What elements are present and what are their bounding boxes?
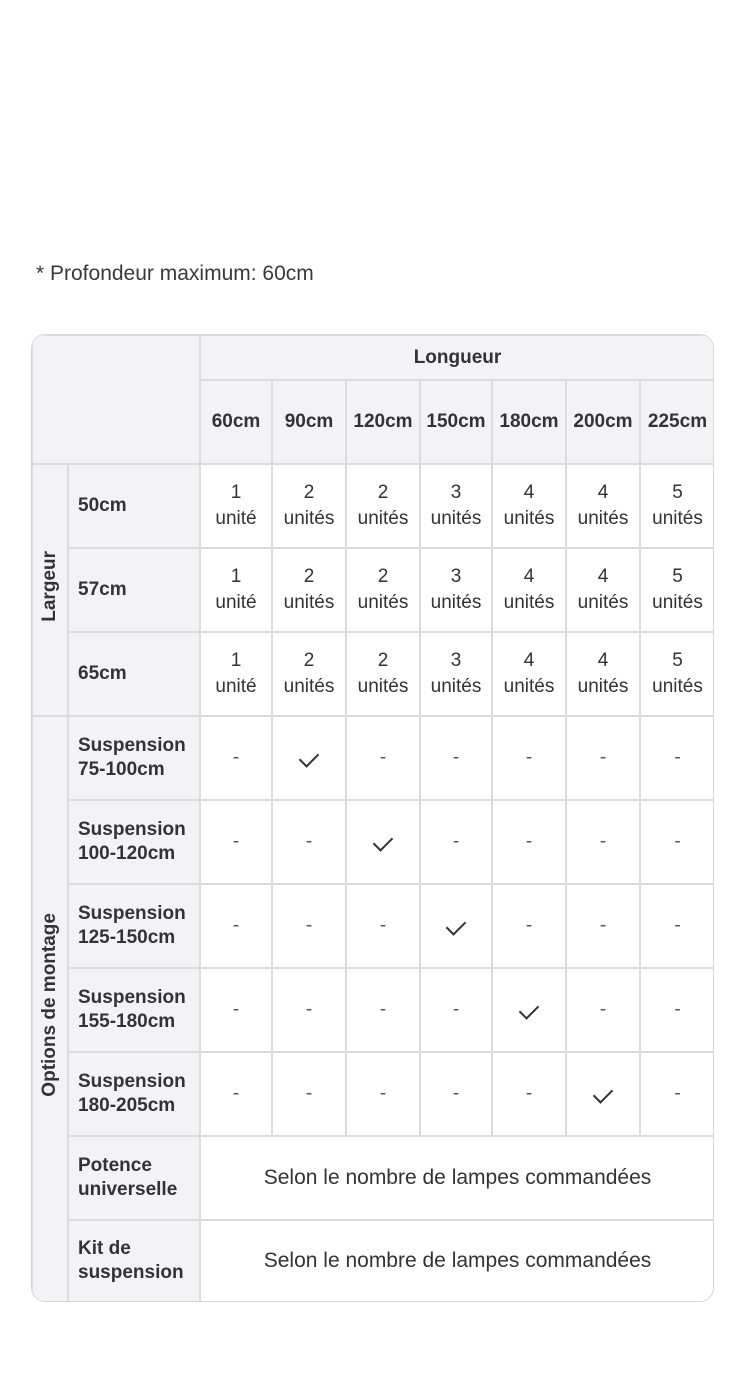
row-label-line2: 155-180cm: [78, 1011, 176, 1032]
row-label-line1: Suspension: [78, 819, 186, 840]
spec-table: [31, 334, 714, 1302]
unit-cell: [272, 632, 346, 716]
dash-mark: -: [305, 915, 313, 936]
unit-count: 1: [230, 566, 242, 587]
unit-word: unités: [652, 676, 703, 697]
unit-count: 2: [303, 482, 315, 503]
check-icon: [373, 831, 394, 852]
unit-word: unités: [503, 676, 555, 697]
dash-mark: -: [232, 915, 240, 936]
table-row: [32, 1136, 714, 1220]
dash-mark: -: [232, 1083, 240, 1104]
column-header: 120cm: [346, 380, 420, 464]
column-header: 150cm: [420, 380, 492, 464]
extra-note-cell: Selon le nombre de lampes commandées: [200, 1136, 714, 1220]
unit-word: unités: [430, 508, 482, 529]
unit-count: 2: [377, 650, 389, 671]
unit-cell: [640, 548, 714, 632]
unit-count: 4: [523, 650, 535, 671]
unit-word: unités: [652, 592, 703, 613]
longueur-header: Longueur: [200, 335, 714, 380]
unit-word: unités: [357, 508, 409, 529]
corner-cell: [32, 335, 200, 464]
option-cell: [420, 716, 492, 800]
row-label-line1: Suspension: [78, 1071, 186, 1092]
unit-count: 1: [230, 650, 242, 671]
unit-count: 4: [523, 566, 535, 587]
unit-cell: [566, 464, 640, 548]
unit-word: unités: [430, 676, 482, 697]
unit-count: 5: [672, 482, 683, 503]
dash-mark: -: [452, 747, 460, 768]
table-row: [32, 464, 714, 548]
unit-count: 3: [450, 482, 462, 503]
montage-group-label: Options de montage: [39, 913, 60, 1097]
unit-word: unité: [215, 676, 257, 697]
option-cell: [200, 716, 272, 800]
unit-cell: [200, 632, 272, 716]
option-cell: [492, 1052, 566, 1136]
row-label-line2: suspension: [78, 1262, 184, 1283]
table-row: [32, 800, 714, 884]
row-label: [68, 1136, 200, 1220]
spec-table-container: [31, 334, 714, 1302]
unit-cell: [346, 548, 420, 632]
dash-mark: -: [379, 1083, 387, 1104]
row-label-line1: Suspension: [78, 987, 186, 1008]
unit-word: unités: [283, 508, 335, 529]
unit-cell: [346, 464, 420, 548]
unit-count: 3: [450, 650, 462, 671]
dash-mark: -: [674, 747, 681, 768]
row-label: [68, 1052, 200, 1136]
row-label-line2: 180-205cm: [78, 1095, 176, 1116]
dash-mark: -: [525, 831, 533, 852]
option-cell: [492, 968, 566, 1052]
row-label: [68, 716, 200, 800]
row-label: [68, 968, 200, 1052]
dash-mark: -: [525, 915, 533, 936]
montage-group-cell: [32, 716, 68, 1302]
row-label-line2: 125-150cm: [78, 927, 176, 948]
unit-word: unités: [503, 508, 555, 529]
check-icon: [446, 915, 467, 936]
dash-mark: -: [379, 999, 387, 1020]
dash-mark: -: [525, 747, 533, 768]
option-cell: [420, 800, 492, 884]
row-label-line1: Potence: [78, 1155, 152, 1176]
option-cell: [420, 1052, 492, 1136]
option-cell: [346, 884, 420, 968]
unit-count: 1: [230, 482, 242, 503]
unit-count: 4: [597, 650, 609, 671]
option-cell: [346, 968, 420, 1052]
row-label-line1: Suspension: [78, 735, 186, 756]
option-cell: [272, 884, 346, 968]
dash-mark: -: [452, 999, 460, 1020]
option-cell: [492, 800, 566, 884]
unit-count: 2: [377, 482, 389, 503]
unit-cell: [420, 548, 492, 632]
row-label: 57cm: [68, 548, 200, 632]
unit-cell: [492, 464, 566, 548]
depth-note: * Profondeur maximum: 60cm: [36, 262, 314, 285]
unit-count: 3: [450, 566, 462, 587]
row-label: [68, 1220, 200, 1302]
option-cell: [420, 884, 492, 968]
dash-mark: -: [599, 999, 607, 1020]
dash-mark: -: [232, 747, 240, 768]
option-cell: [272, 800, 346, 884]
dash-mark: -: [599, 747, 607, 768]
table-row: [32, 1220, 714, 1302]
unit-word: unités: [430, 592, 482, 613]
option-cell: [640, 1052, 714, 1136]
unit-cell: [200, 464, 272, 548]
unit-count: 2: [377, 566, 389, 587]
unit-count: 4: [597, 566, 609, 587]
row-label: 50cm: [68, 464, 200, 548]
unit-word: unités: [503, 592, 555, 613]
extra-note-cell: Selon le nombre de lampes commandées: [200, 1220, 714, 1302]
dash-mark: -: [452, 1083, 460, 1104]
option-cell: [566, 800, 640, 884]
row-label-line1: Suspension: [78, 903, 186, 924]
column-header: 90cm: [272, 380, 346, 464]
column-header: 60cm: [200, 380, 272, 464]
unit-word: unités: [357, 676, 409, 697]
row-label: [68, 884, 200, 968]
dash-mark: -: [232, 831, 240, 852]
unit-cell: [420, 632, 492, 716]
option-cell: [200, 1052, 272, 1136]
table-row: [32, 632, 714, 716]
unit-cell: [272, 464, 346, 548]
option-cell: [346, 1052, 420, 1136]
option-cell: [272, 716, 346, 800]
unit-count: 5: [672, 566, 683, 587]
unit-cell: [346, 632, 420, 716]
dash-mark: -: [305, 999, 313, 1020]
option-cell: [346, 800, 420, 884]
row-label-line1: Kit de: [78, 1238, 131, 1259]
option-cell: [566, 716, 640, 800]
unit-word: unités: [652, 508, 703, 529]
dash-mark: -: [525, 1083, 533, 1104]
unit-cell: [492, 632, 566, 716]
option-cell: [272, 968, 346, 1052]
dash-mark: -: [305, 1083, 313, 1104]
dash-mark: -: [674, 999, 681, 1020]
unit-word: unités: [283, 676, 335, 697]
dash-mark: -: [232, 999, 240, 1020]
unit-word: unité: [215, 508, 257, 529]
option-cell: [200, 968, 272, 1052]
unit-cell: [420, 464, 492, 548]
unit-count: 4: [523, 482, 535, 503]
option-cell: [566, 968, 640, 1052]
unit-cell: [640, 632, 714, 716]
column-header: 180cm: [492, 380, 566, 464]
dash-mark: -: [599, 915, 607, 936]
unit-cell: [566, 632, 640, 716]
unit-cell: [200, 548, 272, 632]
table-row: [32, 884, 714, 968]
unit-word: unités: [283, 592, 335, 613]
row-label: [68, 800, 200, 884]
dash-mark: -: [452, 831, 460, 852]
unit-word: unités: [577, 508, 629, 529]
table-row: [32, 1052, 714, 1136]
unit-cell: [566, 548, 640, 632]
option-cell: [346, 716, 420, 800]
option-cell: [566, 1052, 640, 1136]
unit-count: 2: [303, 566, 315, 587]
row-label-line2: 100-120cm: [78, 843, 176, 864]
option-cell: [492, 716, 566, 800]
unit-cell: [640, 464, 714, 548]
row-label-line2: universelle: [78, 1179, 178, 1200]
unit-cell: [272, 548, 346, 632]
dash-mark: -: [379, 915, 387, 936]
dash-mark: -: [674, 1083, 681, 1104]
unit-count: 5: [672, 650, 683, 671]
unit-word: unité: [215, 592, 257, 613]
row-label-line2: 75-100cm: [78, 759, 165, 780]
option-cell: [420, 968, 492, 1052]
check-icon: [299, 747, 320, 768]
dash-mark: -: [379, 747, 387, 768]
check-icon: [593, 1083, 614, 1104]
option-cell: [640, 716, 714, 800]
option-cell: [272, 1052, 346, 1136]
unit-word: unités: [577, 676, 629, 697]
unit-count: 2: [303, 650, 315, 671]
dash-mark: -: [674, 831, 681, 852]
table-row: [32, 968, 714, 1052]
option-cell: [200, 884, 272, 968]
largeur-group-cell: [32, 464, 68, 716]
option-cell: [492, 884, 566, 968]
option-cell: [640, 968, 714, 1052]
dash-mark: -: [305, 831, 313, 852]
dash-mark: -: [599, 831, 607, 852]
option-cell: [640, 800, 714, 884]
option-cell: [200, 800, 272, 884]
table-row: [32, 716, 714, 800]
option-cell: [566, 884, 640, 968]
largeur-group-label: Largeur: [39, 550, 60, 622]
check-icon: [519, 999, 540, 1020]
table-row: [32, 548, 714, 632]
unit-count: 4: [597, 482, 609, 503]
unit-word: unités: [577, 592, 629, 613]
dash-mark: -: [674, 915, 681, 936]
option-cell: [640, 884, 714, 968]
unit-cell: [492, 548, 566, 632]
row-label: 65cm: [68, 632, 200, 716]
unit-word: unités: [357, 592, 409, 613]
column-header: 200cm: [566, 380, 640, 464]
column-header: 225cm: [640, 380, 714, 464]
